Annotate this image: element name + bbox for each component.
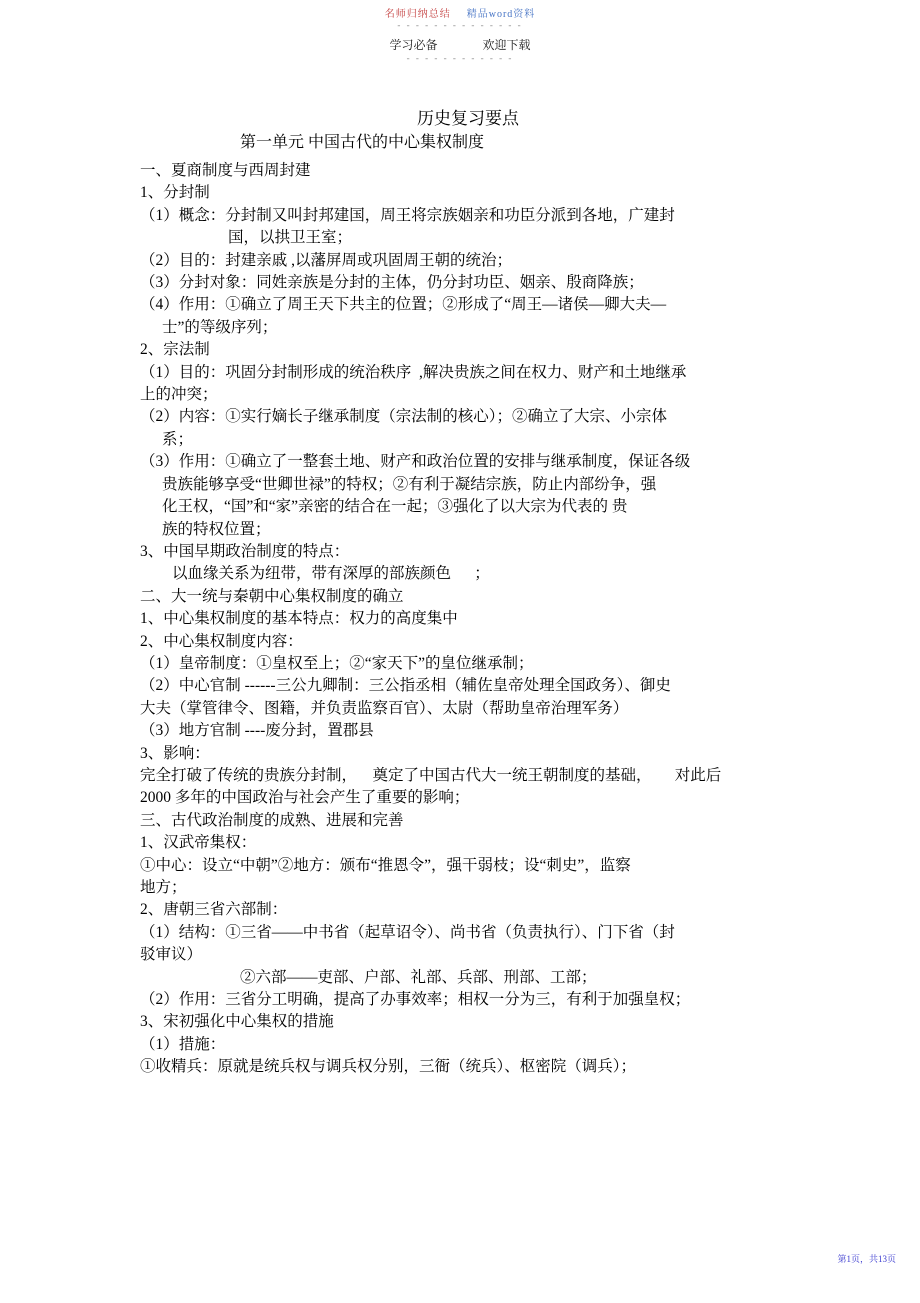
page-number: 第1页，共13页 <box>837 1254 896 1264</box>
paragraph-line: 2、唐朝三省六部制： <box>140 901 288 919</box>
paragraph-line: 贵族能够享受“世卿世禄”的特权；②有利于凝结宗族，防止内部纷争，强 <box>162 475 657 493</box>
paragraph-line: 上的冲突； <box>140 386 218 404</box>
paragraph-line: （1）概念：分封制又叫封邦建国，周王将宗族姻亲和功臣分派到各地，广建封 <box>140 206 675 224</box>
paragraph-line: （2）目的：封建亲戚 ,以藩屏周或巩固周王朝的统治； <box>140 251 513 269</box>
paragraph-line: （4）作用：①确立了周王天下共主的位置；②形成了“周王—诸侯—卿大夫— <box>140 296 667 314</box>
watermark-text-right: 精品word资料 <box>466 9 536 20</box>
paragraph-line: 驳审议） <box>140 946 203 964</box>
paragraph-line: （1）结构：①三省——中书省（起草诏令）、尚书省（负责执行）、门下省（封 <box>140 923 675 941</box>
paragraph-line: 完全打破了传统的贵族分封制， 奠定了中国古代大一统王朝制度的基础， 对此后 <box>140 766 722 784</box>
header-slogan-line <box>0 38 920 53</box>
paragraph-line: ①中心：设立“中朝”②地方：颁布“推恩令”，强干弱枝；设“刺史”，监察 <box>140 856 631 874</box>
document-body <box>140 108 796 1079</box>
paragraph-line: 3、影响： <box>140 744 210 762</box>
dashed-divider-top: - - - - - - - - - - - - - - <box>397 20 523 30</box>
paragraph-line: ①收精兵：原就是统兵权与调兵权分别，三衙（统兵）、枢密院（调兵）； <box>140 1058 637 1076</box>
paragraph-line: （1）皇帝制度：①皇权至上；②“家天下”的皇位继承制； <box>140 654 534 672</box>
paragraph-line: （2）中心官制 ------三公九卿制：三公指丞相（辅佐皇帝处理全国政务）、御史 <box>140 677 671 695</box>
paragraph-line: （1）目的：巩固分封制形成的统治秩序 ,解决贵族之间在权力、财产和土地继承 <box>140 363 687 381</box>
paragraph-line: 1、中心集权制度的基本特点：权力的高度集中 <box>140 610 458 628</box>
dashed-divider-bottom: - - - - - - - - - - - - <box>406 53 514 63</box>
paragraph-line: 2000 多年的中国政治与社会产生了重要的影响； <box>140 789 470 807</box>
paragraph-line: 一、夏商制度与西周封建 <box>140 162 311 179</box>
paragraph-line: 国，以拱卫王室； <box>228 229 353 247</box>
document-title: 历史复习要点 <box>417 109 519 128</box>
unit-heading: 第一单元 中国古代的中心集权制度 <box>240 134 485 151</box>
paragraph-line: 1、分封制 <box>140 184 210 202</box>
paragraph-line: 3、中国早期政治制度的特点： <box>140 542 350 560</box>
paragraph-line: 2、宗法制 <box>140 341 210 359</box>
paragraph-line: 化王权，“国”和“家”亲密的结合在一起；③强化了以大宗为代表的 贵 <box>162 498 628 516</box>
paragraph-line: 1、汉武帝集权： <box>140 834 257 852</box>
paragraph-line: 大夫（掌管律令、图籍，并负责监察百官）、太尉（帮助皇帝治理军务） <box>140 699 629 717</box>
paragraph-line: 以血缘关系为纽带，带有深厚的部族颜色 ； <box>172 565 490 583</box>
header-watermark <box>0 0 920 64</box>
paragraphs <box>140 160 796 1079</box>
watermark-line <box>0 5 920 20</box>
paragraph-line: 3、宋初强化中心集权的措施 <box>140 1013 334 1031</box>
header-slogan-left: 学习必备 <box>389 38 438 52</box>
paragraph-line: 系； <box>162 430 194 448</box>
paragraph-line: （1）措施： <box>140 1035 226 1053</box>
watermark-text-left: 名师归纳总结 <box>384 9 451 20</box>
paragraph-line: 地方； <box>140 879 187 896</box>
paragraph-line: 族的特权位置； <box>162 520 271 538</box>
paragraph-line: （2）内容：①实行嫡长子继承制度（宗法制的核心）；②确立了大宗、小宗体 <box>140 408 668 426</box>
paragraph-line: （2）作用：三省分工明确，提高了办事效率；相权一分为三，有利于加强皇权； <box>140 991 691 1009</box>
paragraph-line: 三、古代政治制度的成熟、进展和完善 <box>140 811 404 829</box>
paragraph-line: （3）地方官制 ----废分封，置郡县 <box>140 722 374 740</box>
paragraph-line: 士”的等级序列； <box>162 318 278 336</box>
header-slogan-right: 欢迎下载 <box>482 38 531 52</box>
paragraph-line: ②六部——吏部、户部、礼部、兵部、刑部、工部； <box>240 968 597 986</box>
page-footer <box>837 1249 896 1267</box>
paragraph-line: 二、大一统与秦朝中心集权制度的确立 <box>140 587 404 605</box>
paragraph-line: 2、中心集权制度内容： <box>140 632 303 650</box>
paragraph-line: （3）分封对象：同姓亲族是分封的主体，仍分封功臣、姻亲、殷商降族； <box>140 274 644 292</box>
paragraph-line: （3）作用：①确立了一整套土地、财产和政治位置的安排与继承制度，保证各级 <box>140 453 691 471</box>
